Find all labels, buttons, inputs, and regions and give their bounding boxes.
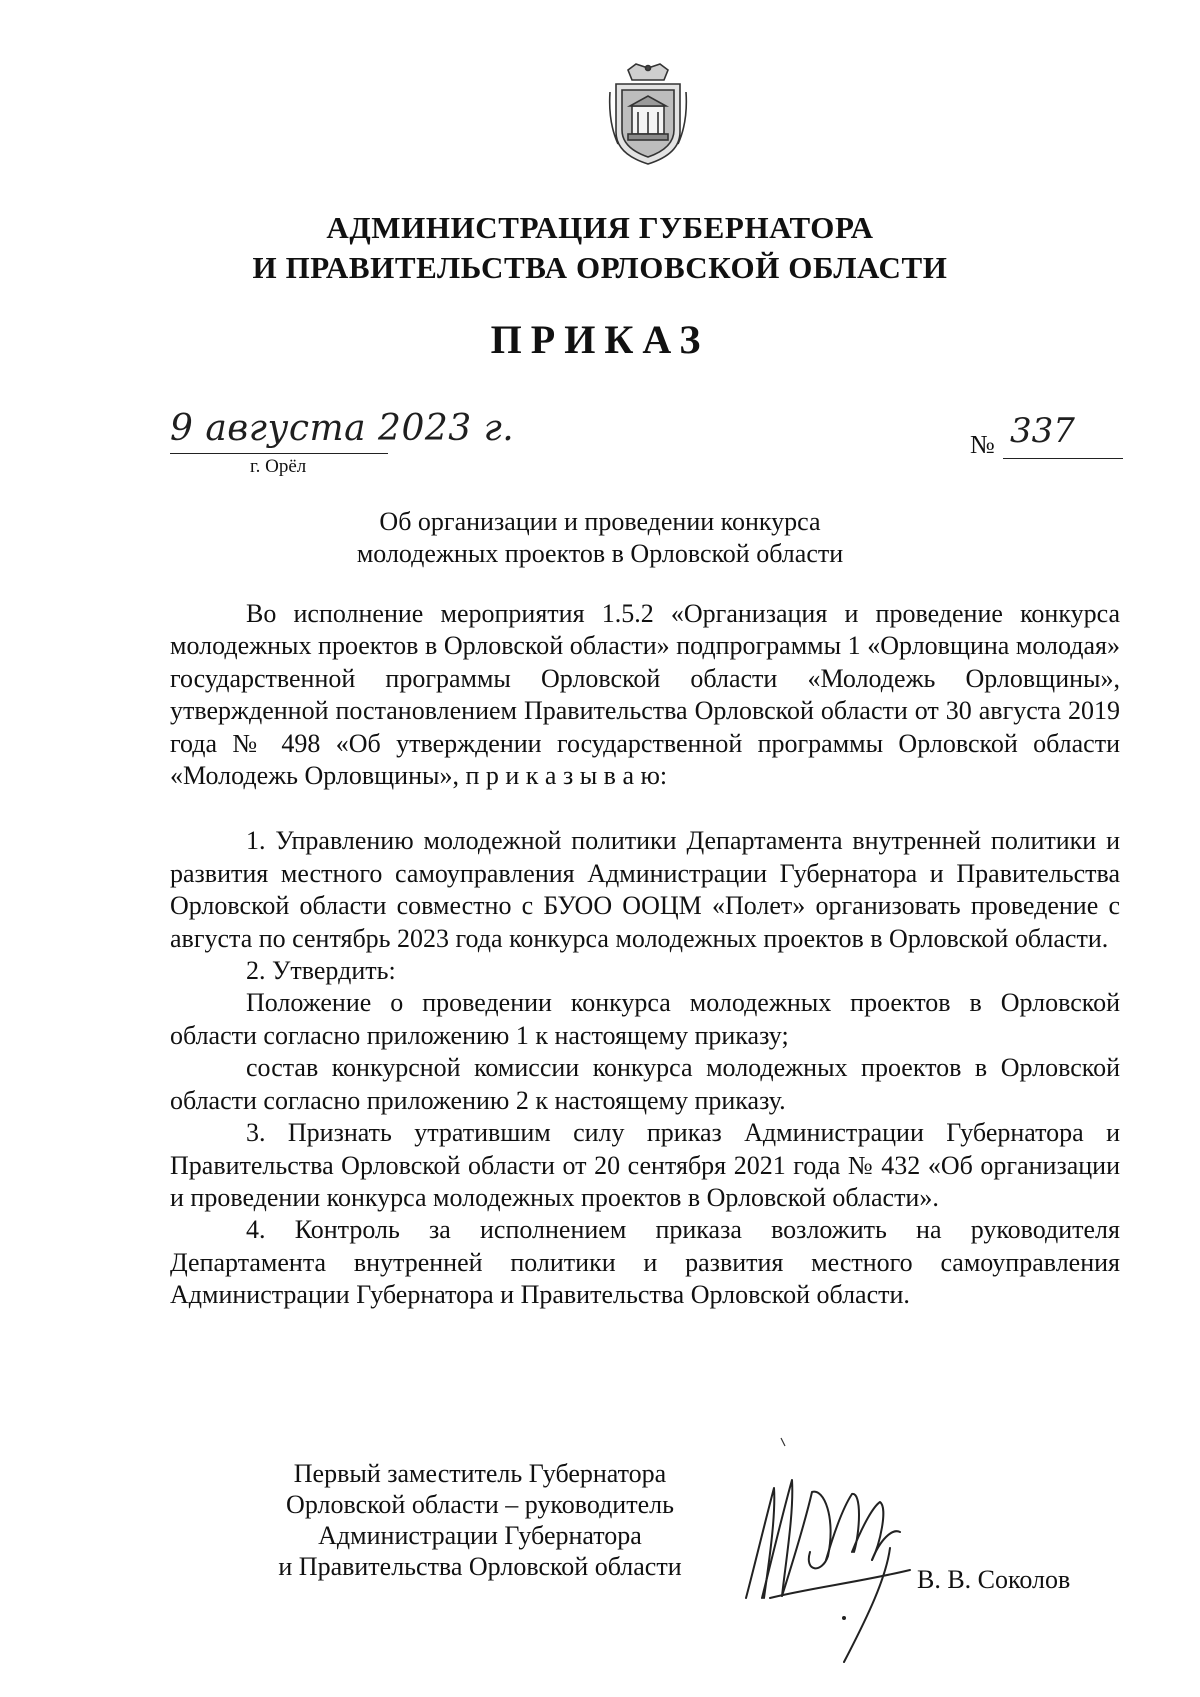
subject-line: Об организации и проведении конкурса: [379, 507, 821, 536]
number-underline: [1003, 458, 1123, 459]
organization-name-line1: АДМИНИСТРАЦИЯ ГУБЕРНАТОРА: [326, 210, 874, 245]
document-date-handwritten: 9 августа 2023 г.: [170, 408, 515, 449]
document-subject: [0, 506, 1200, 570]
organization-name-line2: И ПРАВИТЕЛЬСТВА ОРЛОВСКОЙ ОБЛАСТИ: [252, 250, 948, 285]
preamble-paragraph: Во исполнение мероприятия 1.5.2 «Организация и проведение конкурса молодежных проектов в Орловской области» подпрограммы 1 «Орловщина молодая» государственной программы Орловской области «Молодежь Орловщины», утвержденной постановлением Правительства Орловской области от 30 августа 2019 года № 498 «Об утверждении государственной программы Орловской области «Молодежь Орловщины», п р и к а з ы в а ю:: [170, 599, 1120, 791]
position-line: Администрации Губернатора: [318, 1521, 642, 1550]
handwritten-signature: [740, 1448, 930, 1673]
position-line: Орловской области – руководитель: [286, 1490, 674, 1519]
document-body: [170, 598, 1120, 1312]
coat-of-arms-icon: [606, 62, 690, 166]
order-item-4: 4. Контроль за исполнением приказа возложить на руководителя Департамента внутренней политики и развития местного самоуправления Администрации Губернатора и Правительства Орловской области.: [170, 1215, 1120, 1310]
position-line: Первый заместитель Губернатора: [293, 1459, 667, 1488]
date-underline: [170, 453, 388, 454]
order-item-1: 1. Управлению молодежной политики Департамента внутренней политики и развития местного самоуправления Администрации Губернатора и Правительства Орловской области совместно с БУОО ООЦМ «Полет» организовать проведение с августа по сентябрь 2023 года конкурса молодежных проектов в Орловской области.: [170, 826, 1120, 953]
order-item-2-a: Положение о проведении конкурса молодежных проектов в Орловской области согласно приложению 1 к настоящему приказу;: [170, 988, 1120, 1050]
order-item-2-b: состав конкурсной комиссии конкурса молодежных проектов в Орловской области согласно приложению 2 к настоящему приказу.: [170, 1053, 1120, 1115]
signatory-position: [250, 1458, 710, 1582]
signatory-name: В. В. Соколов: [917, 1565, 1071, 1594]
document-number-handwritten: 337: [1010, 411, 1075, 451]
document-number-label: №: [970, 430, 995, 459]
position-line: и Правительства Орловской области: [278, 1552, 682, 1581]
order-item-3: 3. Признать утратившим силу приказ Администрации Губернатора и Правительства Орловской области от 20 сентября 2021 года № 432 «Об организации и проведении конкурса молодежных проектов в Орловской области».: [170, 1118, 1120, 1212]
document-type-title: ПРИКАЗ: [490, 317, 710, 362]
ink-mark: [780, 1437, 786, 1447]
subject-line: молодежных проектов в Орловской области: [356, 539, 844, 568]
order-item-2-intro: 2. Утвердить:: [246, 956, 396, 986]
document-city: г. Орёл: [250, 456, 307, 477]
